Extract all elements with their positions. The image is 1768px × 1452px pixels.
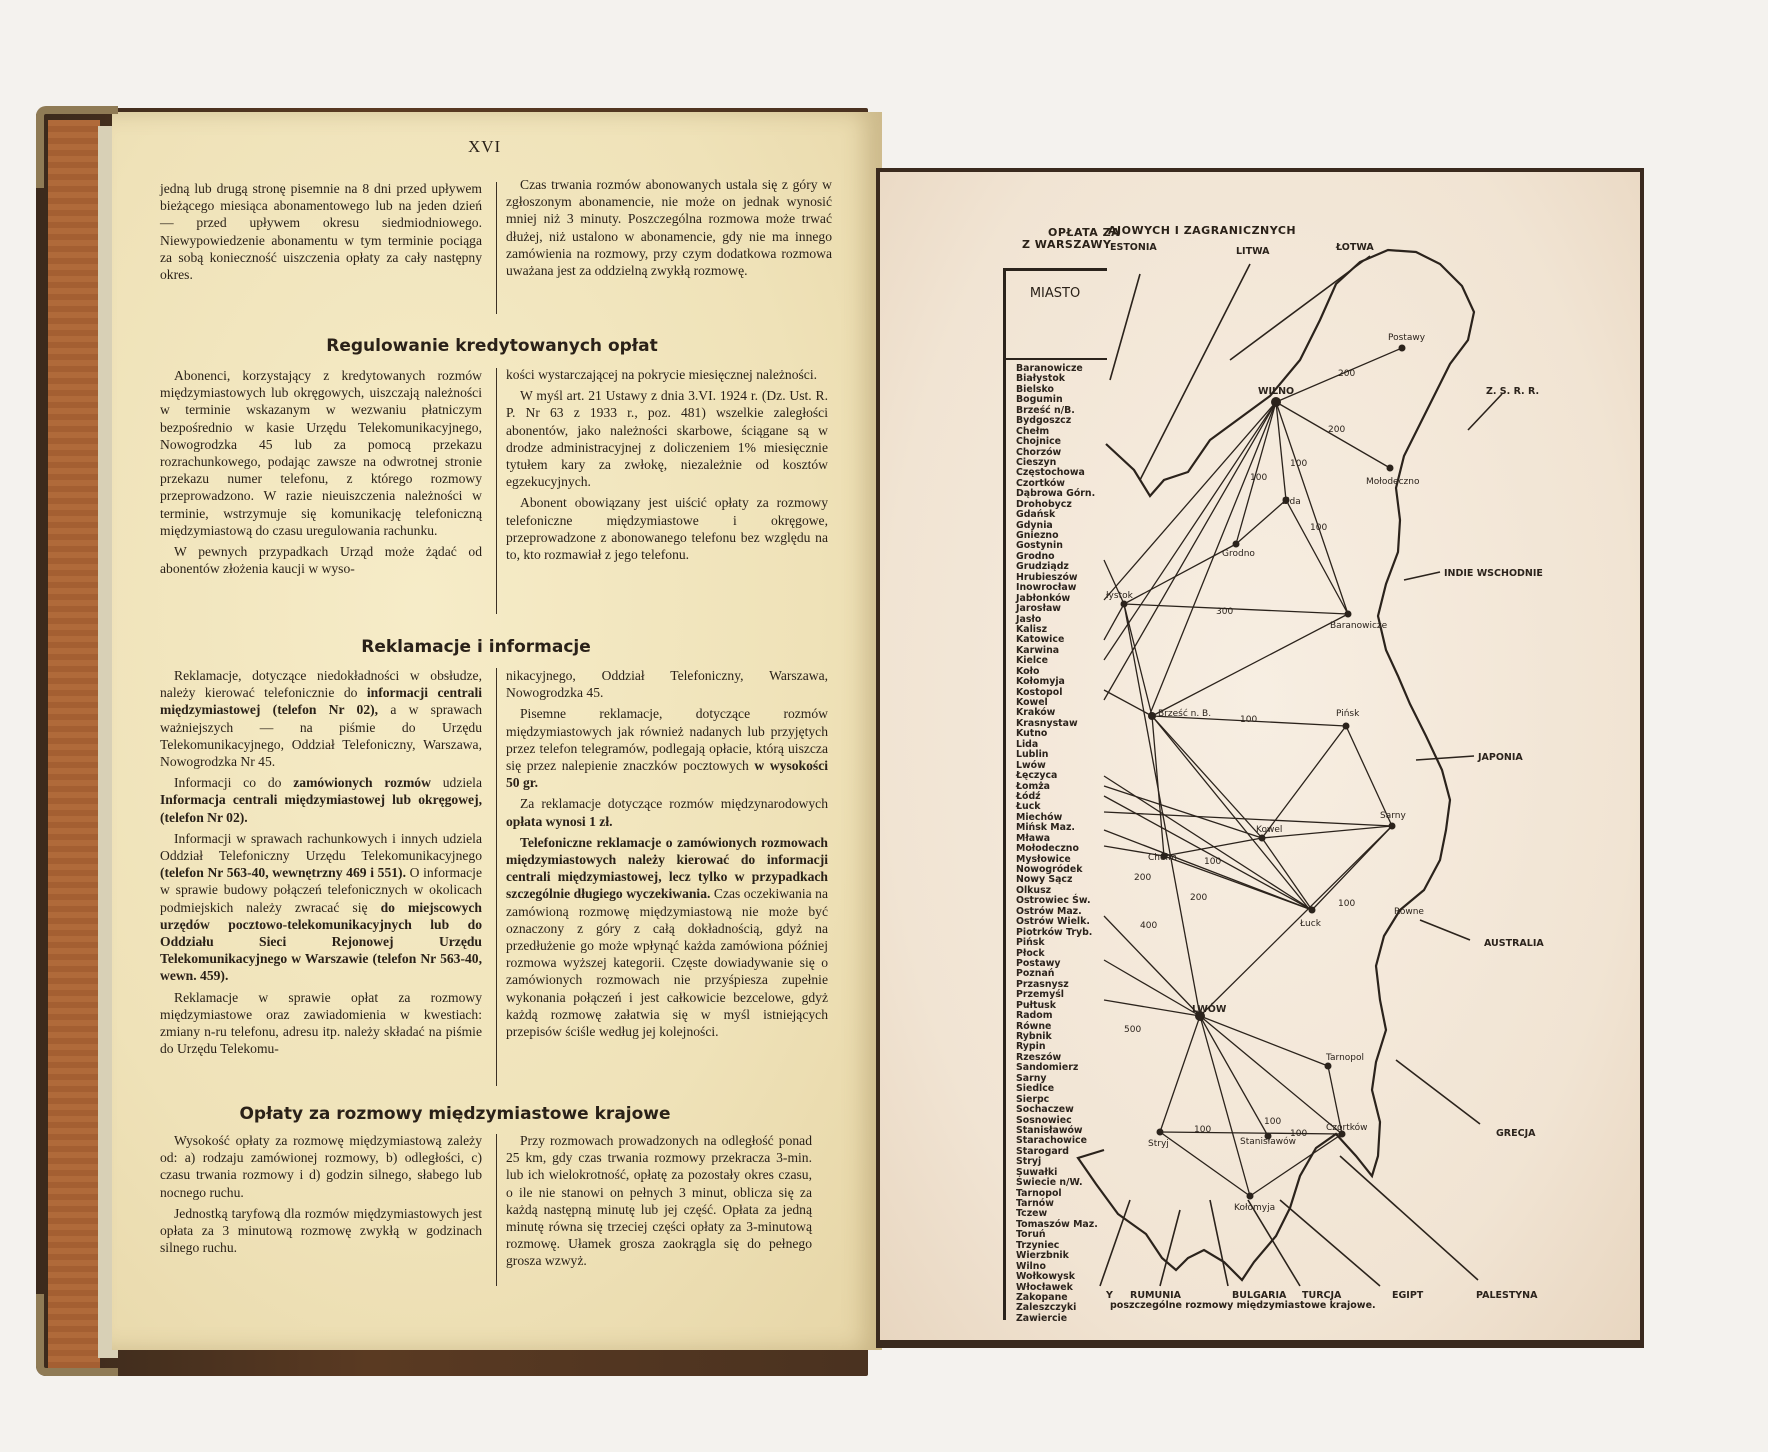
city-marker bbox=[1387, 465, 1394, 472]
map-title-part: Z WARSZAWY bbox=[1022, 238, 1112, 251]
city-list-item: Pińsk bbox=[1016, 937, 1045, 949]
city-list-item: Włocławek bbox=[1016, 1281, 1073, 1293]
city-list-item: Rypin bbox=[1016, 1041, 1046, 1053]
map-city-postawy: Postawy bbox=[1388, 333, 1426, 343]
city-list-item: Sosnowiec bbox=[1016, 1114, 1072, 1126]
city-list-item: Czortków bbox=[1016, 477, 1065, 489]
city-list-item: Lwów bbox=[1016, 759, 1046, 771]
map-city-baranowicze: Baranowicze bbox=[1330, 621, 1388, 631]
city-list-item: Płock bbox=[1016, 947, 1045, 959]
city-list-item: Brześć n/B. bbox=[1016, 404, 1075, 416]
distance-label: 300 bbox=[1216, 607, 1234, 617]
city-list-item: Olkusz bbox=[1016, 884, 1052, 896]
city-list-item: Łuck bbox=[1016, 801, 1041, 813]
map-city-wilno: WILNO bbox=[1258, 386, 1295, 397]
city-list-item: Inowrocław bbox=[1016, 582, 1077, 594]
map-city-kolomyja: Kołomyja bbox=[1234, 1203, 1276, 1213]
city-list-item: Postawy bbox=[1016, 957, 1061, 969]
city-list-item: Poznań bbox=[1016, 968, 1055, 980]
map-city-czortkow: Czortków bbox=[1326, 1123, 1368, 1133]
city-list-item: Rzeszów bbox=[1016, 1051, 1062, 1063]
city-list-item: Toruń bbox=[1016, 1229, 1046, 1241]
country-label-y: Y bbox=[1106, 1290, 1113, 1301]
city-list-item: Kraków bbox=[1016, 707, 1056, 719]
city-list-item: Sochaczew bbox=[1016, 1104, 1074, 1116]
city-marker bbox=[1271, 397, 1281, 407]
city-list-item: Równe bbox=[1016, 1020, 1052, 1032]
city-marker bbox=[1309, 907, 1316, 914]
city-list-item: Gdynia bbox=[1016, 519, 1053, 531]
paragraph: W myśl art. 21 Ustawy z dnia 3.VI. 1924 r. (Dz. Ust. R. P. Nr 63 z 1933 r., poz. 481) wszelkie zaległości abonentów, jako należności skarbowe, ściągane są w drodze administracyjnej z doliczeniem 1% miesięcznie tytułem kary za zwłokę, niezależnie od kosztów egzekucyjnych. bbox=[506, 388, 828, 490]
map-city-lida: Lida bbox=[1282, 497, 1301, 507]
city-list-item: Hrubieszów bbox=[1016, 571, 1078, 583]
city-list-item: Gostynin bbox=[1016, 540, 1063, 552]
city-list-item: Chojnice bbox=[1016, 436, 1062, 448]
city-list-item: Siedlce bbox=[1016, 1083, 1055, 1095]
city-list-item: Sierpc bbox=[1016, 1093, 1050, 1105]
map-city-bialystok: łystok bbox=[1106, 591, 1133, 601]
map-city-stanislawow: Stanisławów bbox=[1240, 1137, 1296, 1147]
city-marker bbox=[1148, 712, 1156, 720]
city-list-item: Sandomierz bbox=[1016, 1062, 1079, 1074]
city-list-item: Kalisz bbox=[1016, 623, 1048, 635]
city-list-item: Radom bbox=[1016, 1010, 1053, 1022]
city-marker bbox=[1121, 601, 1128, 608]
city-marker bbox=[1343, 723, 1350, 730]
city-list-item: Bogumin bbox=[1016, 394, 1063, 406]
city-list-item: Suwałki bbox=[1016, 1166, 1058, 1178]
city-marker bbox=[1259, 835, 1266, 842]
paragraph: Wysokość opłaty za rozmowę międzymiastową zależy od: a) rodzaju zamówionej rozmowy, b) odległości, c) czasu trwania rozmowy i d) godzin silnego, słabego lub nocnego ruchu. bbox=[160, 1133, 482, 1200]
city-list-item: Chorzów bbox=[1016, 446, 1062, 458]
paragraph: Abonent obowiązany jest uiścić opłaty za rozmowy telefoniczne międzymiastowe i okręgowe, przeprowadzone z abonowanego telefonu bez względu na to, kto rozmawiał z jego telefonu. bbox=[506, 495, 828, 563]
city-list-item: Karwina bbox=[1016, 644, 1060, 656]
city-list-item: Starogard bbox=[1016, 1145, 1069, 1157]
city-list-item: Stanisławów bbox=[1016, 1124, 1083, 1136]
city-list-item: Grudziądz bbox=[1016, 561, 1069, 573]
city-list-item: Pułtusk bbox=[1016, 999, 1056, 1011]
city-list-item: Świecie n/W. bbox=[1016, 1177, 1083, 1189]
city-list-item: Piotrków Tryb. bbox=[1016, 926, 1093, 938]
city-list-item: Tarnopol bbox=[1016, 1187, 1062, 1199]
city-list-item: Stryj bbox=[1016, 1156, 1042, 1168]
city-list-item: Wołkowysk bbox=[1016, 1271, 1075, 1283]
paragraph: Za reklamacje dotyczące rozmów międzynarodowych opłata wynosi 1 zł. bbox=[506, 796, 828, 829]
distance-label: 100 bbox=[1250, 473, 1268, 483]
paragraph: Telefoniczne reklamacje o zamówionych rozmowach międzymiastowych należy kierować do informacji centrali międzymiastowej, lecz tylko w przypadkach szczególnie długiego wyczekiwania. Czas oczekiwania na zamówioną rozmowę międzymiastową nie może być oznaczony z góry z całą dokładnością, gdyż na przedłużenie go może wpłynąć każda zamówiona później rozmowa wyższej kategorii. Częste dowiadywanie się o zamówionych rozmowach nie przyśpiesza zupełnie wykonania połączeń i jest całkowicie bezcelowe, gdyż każdą rozmowę załatwia się w myśl istniejących przepisów ściśle według jej kolejności. bbox=[506, 834, 828, 1040]
map-title-part: AJOWYCH I ZAGRANICZNYCH bbox=[1108, 224, 1297, 237]
section-heading: Regulowanie kredytowanych opłat bbox=[326, 336, 658, 356]
map-city-lwow: LWÓW bbox=[1192, 1004, 1227, 1015]
map-city-pinsk: Pińsk bbox=[1336, 709, 1360, 719]
distance-label: 100 bbox=[1290, 1129, 1308, 1139]
map-city-molodeczno: Mołodeczno bbox=[1366, 477, 1420, 487]
paragraph: Przy rozmowach prowadzonych na odległość ponad 25 km, gdy czas trwania rozmowy przekracza 3-min. lub ich wielokrotność, opłatę za pozostały okres czasu, o ile nie stanowi on pełnych 3 minut, oblicza się za każdą następną minutę lub jej część. Opłata za jedną minutę równa się trzeciej części opłaty za 3-minutową rozmowę. Ułamek grosza zaokrągla się do pełnego grosza wzwyż. bbox=[506, 1133, 812, 1269]
distance-label: 200 bbox=[1134, 873, 1152, 883]
city-list-item: Mława bbox=[1016, 832, 1051, 844]
city-list-item: Nowy Sącz bbox=[1016, 874, 1073, 886]
city-list-item: Ostrowiec Św. bbox=[1016, 895, 1091, 907]
city-marker bbox=[1247, 1193, 1254, 1200]
city-list-item: Katowice bbox=[1016, 634, 1065, 646]
city-list-item: Cieszyn bbox=[1016, 456, 1057, 468]
city-list-item: Kowel bbox=[1016, 697, 1048, 708]
city-list-item: Kutno bbox=[1016, 728, 1048, 740]
city-list-item: Zawiercie bbox=[1016, 1312, 1068, 1324]
distance-label: 100 bbox=[1264, 1117, 1282, 1127]
city-list-item: Przemyśl bbox=[1016, 989, 1064, 1001]
country-label-lotwa: ŁOTWA bbox=[1336, 242, 1374, 253]
distance-label: 400 bbox=[1140, 921, 1158, 931]
city-list-item: Lida bbox=[1016, 738, 1039, 750]
city-list-item: Łódź bbox=[1016, 790, 1041, 802]
section-heading: Opłaty za rozmowy międzymiastowe krajowe bbox=[239, 1104, 671, 1124]
distance-label: 100 bbox=[1194, 1125, 1212, 1135]
city-list-item: Bielsko bbox=[1016, 383, 1054, 395]
page-number: XVI bbox=[468, 137, 502, 156]
city-list-item: Zaleszczyki bbox=[1016, 1302, 1077, 1314]
city-list-item: Drohobycz bbox=[1016, 498, 1072, 510]
city-list-item: Łęczyca bbox=[1016, 770, 1058, 782]
country-label-indie: INDIE WSCHODNIE bbox=[1444, 568, 1543, 579]
city-list-item: Rybnik bbox=[1016, 1031, 1052, 1042]
city-list-item: Koło bbox=[1016, 665, 1040, 677]
distance-label: 500 bbox=[1124, 1025, 1142, 1035]
city-marker bbox=[1233, 541, 1240, 548]
country-label-egipt: EGIPT bbox=[1392, 1290, 1424, 1301]
city-list-item: Tomaszów Maz. bbox=[1016, 1218, 1098, 1230]
city-list-item: Krasnystaw bbox=[1016, 717, 1078, 729]
city-list-item: Ostrów Maz. bbox=[1016, 905, 1082, 917]
city-list-item: Miechów bbox=[1016, 811, 1063, 823]
map-title-part: OPŁATA ZA bbox=[1048, 226, 1121, 239]
country-label-japonia: JAPONIA bbox=[1478, 752, 1523, 763]
distance-label: 100 bbox=[1310, 523, 1328, 533]
city-list-item: Starachowice bbox=[1016, 1135, 1087, 1147]
city-marker bbox=[1345, 611, 1352, 618]
map-footer-note: poszczególne rozmowy międzymiastowe krajowe. bbox=[1110, 1300, 1376, 1311]
city-marker bbox=[1157, 1129, 1164, 1136]
city-table-header: MIASTO bbox=[1029, 286, 1081, 301]
city-list-item: Jarosław bbox=[1016, 603, 1061, 615]
map-city-rowne: Równe bbox=[1394, 907, 1424, 917]
map-city-sarny: Sarny bbox=[1380, 811, 1406, 821]
map-city-grodno: Grodno bbox=[1222, 549, 1255, 559]
city-list-item: Częstochowa bbox=[1016, 467, 1085, 479]
map-city-chelm: Chełm bbox=[1148, 853, 1177, 863]
city-list-item: Kołomyja bbox=[1016, 676, 1065, 688]
distance-label: 200 bbox=[1328, 425, 1346, 435]
city-list-item: Gniezno bbox=[1016, 530, 1059, 541]
paragraph: Pisemne reklamacje, dotyczące rozmów międzymiastowych jak również nadanych lub przyjętych przez telefon telegramów, podlegają opłacie, którą uiszcza się przez nalepienie znaczków pocztowych w wysokości 50 gr. bbox=[506, 706, 828, 791]
city-list-item: Mysłowice bbox=[1016, 853, 1071, 865]
section-heading: Reklamacje i informacje bbox=[361, 637, 591, 657]
country-label-bulgaria: BULGARIA bbox=[1232, 1290, 1287, 1301]
city-list-item: Zakopane bbox=[1016, 1291, 1068, 1303]
paragraph: Reklamacje, dotyczące niedokładności w obsłudze, należy kierować telefonicznie do informacji centrali międzymiastowej (telefon Nr 02), a w sprawach ważniejszych — na piśmie do Urzędu Telekomunikacyjnego, Oddział Telefoniczny, Warszawa, Nowogrodzka Nr 45. bbox=[160, 668, 483, 770]
city-list-item: Tarnów bbox=[1016, 1198, 1054, 1209]
city-list-item: Łomża bbox=[1016, 780, 1051, 792]
city-list-item: Przasnysz bbox=[1016, 978, 1069, 990]
city-list-item: Kielce bbox=[1016, 655, 1048, 667]
city-list-item: Wierzbnik bbox=[1016, 1250, 1069, 1262]
distance-label: 200 bbox=[1338, 369, 1356, 379]
city-list-item: Bydgoszcz bbox=[1016, 415, 1072, 427]
paragraph: Reklamacje w sprawie opłat za rozmowy międzymiastowe oraz zawiadomienia w kwestiach: zmiany n-ru telefonu, adresu itp. należy składać na piśmie do Urzędu Telekomu- bbox=[160, 989, 482, 1057]
paragraph: Informacji co do zamówionych rozmów udziela Informacja centrali międzymiastowej lub okręgowej, (telefon Nr 02). bbox=[160, 775, 482, 825]
paragraph: Czas trwania rozmów abonowanych ustala się z góry w zgłoszonym abonamencie, nie może on jednak wynosić mniej niż 3 minuty. Poszczególna rozmowa może trwać dłużej, niż ustalono w abonamencie, gdy nie ma innego zamówienia na rozmowy, przy czym dodatkowa rozmowa uważana jest za oddzielną zwykłą rozmowę. bbox=[506, 177, 832, 279]
city-list-item: Mołodeczno bbox=[1016, 843, 1079, 855]
country-label-turcja: TURCJA bbox=[1302, 1290, 1342, 1301]
map-city-tarnopol: Tarnopol bbox=[1326, 1053, 1364, 1063]
city-list-item: Chełm bbox=[1016, 425, 1050, 437]
distance-label: 100 bbox=[1204, 857, 1222, 867]
city-marker bbox=[1325, 1063, 1332, 1070]
country-label-palestyna: PALESTYNA bbox=[1476, 1290, 1538, 1301]
distance-label: 100 bbox=[1338, 899, 1356, 909]
country-label-litwa: LITWA bbox=[1236, 246, 1270, 257]
city-list-item: Ostrów Wielk. bbox=[1016, 916, 1090, 928]
city-list-item: Trzyniec bbox=[1016, 1239, 1060, 1251]
city-list-item: Tczew bbox=[1016, 1208, 1048, 1220]
paragraph: nikacyjnego, Oddział Telefoniczny, Warszawa, Nowogrodzka 45. bbox=[506, 668, 828, 701]
distance-label: 100 bbox=[1240, 715, 1258, 725]
country-label-estonia: ESTONIA bbox=[1110, 242, 1157, 253]
paragraph: jedną lub drugą stronę pisemnie na 8 dni przed upływem bieżącego miesiąca abonamentowego lub na jeden dzień — przed upływem okresu siedmiodniowego. Niewypowiedzenie abonamentu w tym terminie pociąga za sobą konieczność uiszczenia opłaty za cały następny okres. bbox=[160, 181, 482, 283]
map-city-luck: Łuck bbox=[1300, 919, 1321, 929]
city-list-item: Wilno bbox=[1016, 1260, 1046, 1272]
city-list-item: Jabłonków bbox=[1016, 592, 1071, 604]
map-city-kowel: Kowel bbox=[1256, 825, 1283, 835]
city-list-item: Dąbrowa Górn. bbox=[1016, 488, 1096, 500]
paragraph: W pewnych przypadkach Urząd może żądać od abonentów złożenia kaucji w wyso- bbox=[160, 544, 482, 577]
country-label-zsrr: Z. S. R. R. bbox=[1486, 386, 1540, 397]
city-list-item: Mińsk Maz. bbox=[1016, 822, 1075, 834]
city-marker bbox=[1389, 823, 1396, 830]
city-list-item: Jasło bbox=[1016, 613, 1042, 625]
country-label-grecja: GRECJA bbox=[1496, 1128, 1536, 1139]
paragraph: Jednostką taryfową dla rozmów międzymiastowych jest opłata za 3 minutową rozmowę zwykłą w godzinach silnego ruchu. bbox=[160, 1205, 482, 1256]
map-city-brzesc: Brześć n. B. bbox=[1158, 709, 1212, 719]
distance-label: 100 bbox=[1290, 459, 1308, 469]
city-marker bbox=[1399, 345, 1406, 352]
city-list-item: Białystok bbox=[1016, 373, 1066, 385]
city-list-item: Kostopol bbox=[1016, 686, 1063, 698]
map-city-stryj: Stryj bbox=[1148, 1139, 1169, 1149]
distance-label: 200 bbox=[1190, 893, 1208, 903]
city-list-item: Nowogródek bbox=[1016, 864, 1083, 875]
city-list-item: Gdańsk bbox=[1016, 509, 1056, 521]
city-list-item: Sarny bbox=[1016, 1072, 1047, 1084]
country-label-australia: AUSTRALIA bbox=[1484, 938, 1544, 949]
country-label-rumunia: RUMUNIA bbox=[1130, 1290, 1182, 1301]
city-list-item: Lublin bbox=[1016, 749, 1049, 761]
paragraph: kości wystarczającej na pokrycie miesięcznej należności. bbox=[506, 367, 817, 382]
city-list-item: Baranowicze bbox=[1016, 363, 1083, 374]
paragraph: Informacji w sprawach rachunkowych i innych udziela Oddział Telefoniczny Urzędu Telekomunikacyjnego (telefon Nr 563-40, wewnętrzny 469 i 551). O informacje w sprawie budowy połączeń telefonicznych w okolicach podmiejskich należy zwracać się do miejscowych urzędów pocztowo-telekomunikacyjnych lub do Oddziału Sieci Rejonowej Urzędu Telekomunikacyjnego w Warszawie (telefon Nr 563-40, wewn. 459). bbox=[160, 830, 482, 984]
paragraph: Abonenci, korzystający z kredytowanych rozmów międzymiastowych lub okręgowych, uiszczają należności w terminie wskazanym w wezwaniu płatniczym bezpośrednio w kasie Urzędu Telekomunikacyjnego, Nowogrodzka 45 lub za pomocą przekazu rozrachunkowego, podając zawsze na odwrotnej stronie przekazu numer telefonu, z którego rozmowy przeprowadzono. W razie nieuiszczenia należności w terminie, wstrzymuje się komunikację telefoniczną międzymiastową do czasu uregulowania rachunku. bbox=[160, 368, 482, 538]
city-list-item: Grodno bbox=[1016, 550, 1055, 562]
